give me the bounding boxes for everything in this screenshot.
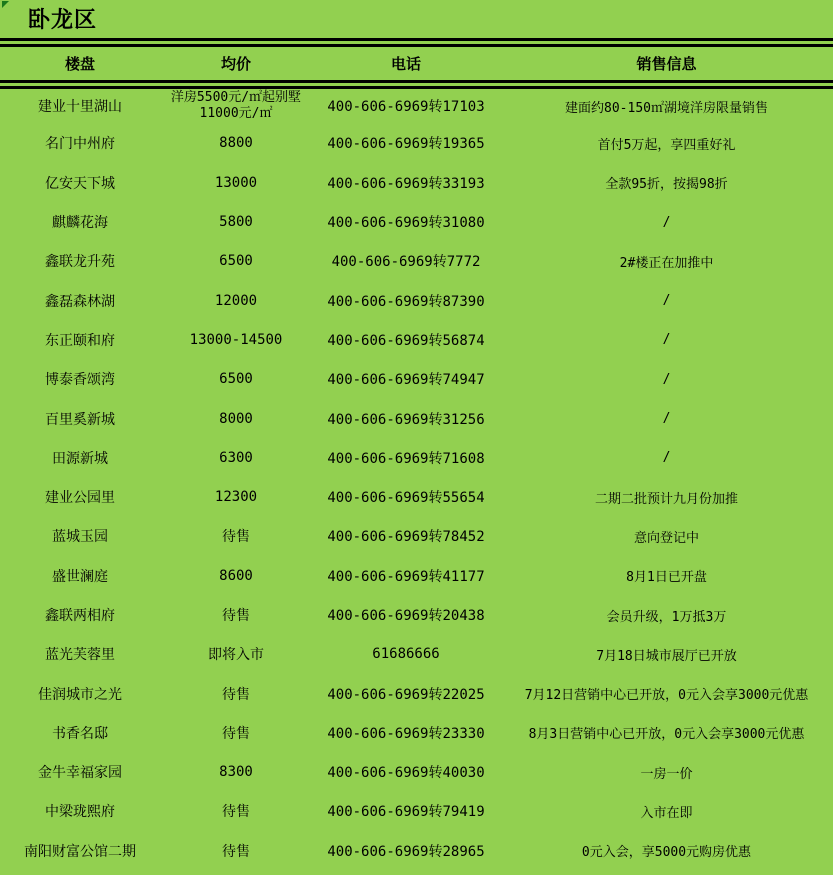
table-row bbox=[0, 517, 833, 556]
phone-cell: 400-606-6969转41177 bbox=[327, 568, 485, 585]
property-name-cell: 中梁珑熙府 bbox=[45, 804, 115, 821]
phone-cell: 400-606-6969转79419 bbox=[327, 804, 485, 821]
property-name-cell: 东正颐和府 bbox=[45, 332, 115, 349]
header-average-price: 均价 bbox=[160, 47, 312, 85]
table-body bbox=[0, 85, 833, 871]
phone-cell: 400-606-6969转17103 bbox=[327, 99, 485, 116]
table-header-row bbox=[0, 47, 833, 85]
sales-info-cell: / bbox=[662, 450, 671, 466]
phone-cell: 400-606-6969转22025 bbox=[327, 686, 485, 703]
phone-cell: 400-606-6969转31080 bbox=[327, 215, 485, 232]
sales-info-cell: 0元入会，享5000元购房优惠 bbox=[581, 845, 752, 861]
table-row bbox=[0, 753, 833, 792]
price-cell: 5800 bbox=[219, 214, 253, 231]
price-cell: 待售 bbox=[222, 529, 250, 546]
property-name-cell: 盛世澜庭 bbox=[52, 568, 108, 585]
table-row bbox=[0, 792, 833, 831]
property-listing-table bbox=[0, 47, 833, 870]
table-row bbox=[0, 831, 833, 870]
property-name-cell: 蓝光芙蓉里 bbox=[45, 647, 115, 664]
price-cell: 8300 bbox=[219, 764, 253, 781]
property-name-cell: 名门中州府 bbox=[45, 136, 115, 153]
price-cell: 6500 bbox=[219, 253, 253, 270]
price-cell: 13000-14500 bbox=[189, 331, 283, 348]
property-name-cell: 书香名邸 bbox=[52, 725, 108, 742]
property-name-cell: 博泰香颂湾 bbox=[45, 372, 115, 389]
property-name-cell: 南阳财富公馆二期 bbox=[24, 843, 136, 860]
sales-info-cell: 建面约80-150㎡湖境洋房限量销售 bbox=[565, 100, 768, 116]
phone-cell: 400-606-6969转31256 bbox=[327, 411, 485, 428]
phone-cell: 400-606-6969转23330 bbox=[327, 725, 485, 742]
property-name-cell: 百里奚新城 bbox=[45, 411, 115, 428]
property-name-cell: 建业十里湖山 bbox=[38, 99, 122, 116]
price-cell: 8800 bbox=[219, 135, 253, 152]
property-name-cell: 鑫联龙升苑 bbox=[45, 254, 115, 271]
phone-cell: 400-606-6969转28965 bbox=[327, 843, 485, 860]
table-row bbox=[0, 85, 833, 124]
phone-cell: 400-606-6969转87390 bbox=[327, 293, 485, 310]
price-cell: 8000 bbox=[219, 410, 253, 427]
sales-info-cell: / bbox=[662, 371, 671, 387]
table-row bbox=[0, 242, 833, 281]
price-cell: 待售 bbox=[222, 843, 250, 860]
sales-info-cell: 入市在即 bbox=[640, 805, 693, 821]
property-name-cell: 田源新城 bbox=[52, 450, 108, 467]
sales-info-cell: 7月18日城市展厅已开放 bbox=[596, 648, 737, 664]
price-cell: 6300 bbox=[219, 449, 253, 466]
sales-info-cell: 意向登记中 bbox=[633, 530, 699, 546]
property-name-cell: 鑫联两相府 bbox=[45, 608, 115, 624]
header-sales-info: 销售信息 bbox=[500, 47, 833, 85]
sales-info-cell: / bbox=[662, 214, 671, 230]
table-row bbox=[0, 674, 833, 713]
table-row bbox=[0, 281, 833, 320]
sales-info-cell: 2#楼正在加推中 bbox=[619, 255, 714, 271]
phone-cell: 400-606-6969转78452 bbox=[327, 529, 485, 546]
table-row bbox=[0, 713, 833, 752]
table-row bbox=[0, 438, 833, 477]
sales-info-cell: 会员升级，1万抵3万 bbox=[606, 609, 727, 625]
sales-info-cell: / bbox=[662, 293, 671, 309]
sales-info-cell: / bbox=[662, 332, 671, 348]
phone-cell: 400-606-6969转55654 bbox=[327, 490, 485, 507]
phone-cell: 400-606-6969转71608 bbox=[327, 450, 485, 467]
price-cell: 12000 bbox=[214, 292, 258, 309]
sales-info-cell: 7月12日营销中心已开放，0元入会享3000元优惠 bbox=[524, 688, 809, 704]
sales-info-cell: 首付5万起，享四重好礼 bbox=[597, 137, 736, 153]
sheet-corner-indicator-icon bbox=[2, 1, 9, 8]
table-row bbox=[0, 320, 833, 359]
property-name-cell: 建业公园里 bbox=[45, 490, 115, 507]
phone-cell: 400-606-6969转7772 bbox=[331, 254, 481, 271]
sales-info-cell: 8月1日已开盘 bbox=[626, 570, 707, 586]
property-name-cell: 蓝城玉园 bbox=[52, 529, 108, 546]
sales-info-cell: 一房一价 bbox=[640, 766, 693, 782]
price-cell: 洋房5500元/㎡起别墅11000元/㎡ bbox=[170, 89, 302, 122]
phone-cell: 61686666 bbox=[372, 646, 440, 663]
price-cell: 12300 bbox=[214, 489, 258, 506]
title-divider-double-line bbox=[0, 38, 833, 47]
price-cell: 即将入市 bbox=[208, 647, 264, 664]
property-name-cell: 鑫磊森林湖 bbox=[45, 293, 115, 310]
district-title: 卧龙区 bbox=[28, 8, 98, 33]
phone-cell: 400-606-6969转33193 bbox=[327, 175, 485, 192]
header-property: 楼盘 bbox=[0, 47, 160, 85]
table-row bbox=[0, 635, 833, 674]
phone-cell: 400-606-6969转56874 bbox=[327, 332, 485, 349]
table-row bbox=[0, 163, 833, 202]
table-row bbox=[0, 124, 833, 163]
phone-cell: 400-606-6969转74947 bbox=[327, 372, 485, 389]
sales-info-cell: 二期二批预计九月份加推 bbox=[594, 491, 738, 507]
table-row bbox=[0, 556, 833, 595]
phone-cell: 400-606-6969转20438 bbox=[327, 608, 485, 624]
table-row bbox=[0, 477, 833, 516]
phone-cell: 400-606-6969转40030 bbox=[327, 765, 485, 782]
price-cell: 待售 bbox=[222, 725, 250, 742]
price-cell: 待售 bbox=[222, 608, 250, 624]
property-name-cell: 麒麟花海 bbox=[52, 215, 108, 232]
price-cell: 13000 bbox=[214, 174, 258, 191]
price-cell: 6500 bbox=[219, 371, 253, 388]
table-row bbox=[0, 202, 833, 241]
sales-info-cell: 全款95折，按揭98折 bbox=[605, 177, 728, 193]
sales-info-cell: / bbox=[662, 411, 671, 427]
price-cell: 8600 bbox=[219, 567, 253, 584]
price-cell: 待售 bbox=[222, 686, 250, 703]
property-name-cell: 佳润城市之光 bbox=[38, 686, 122, 703]
phone-cell: 400-606-6969转19365 bbox=[327, 136, 485, 153]
table-row bbox=[0, 595, 833, 634]
property-name-cell: 金牛幸福家园 bbox=[38, 765, 122, 782]
header-phone: 电话 bbox=[312, 47, 500, 85]
table-row bbox=[0, 360, 833, 399]
property-name-cell: 亿安天下城 bbox=[45, 175, 115, 192]
table-row bbox=[0, 399, 833, 438]
sales-info-cell: 8月3日营销中心已开放，0元入会享3000元优惠 bbox=[528, 727, 805, 743]
price-cell: 待售 bbox=[222, 804, 250, 821]
